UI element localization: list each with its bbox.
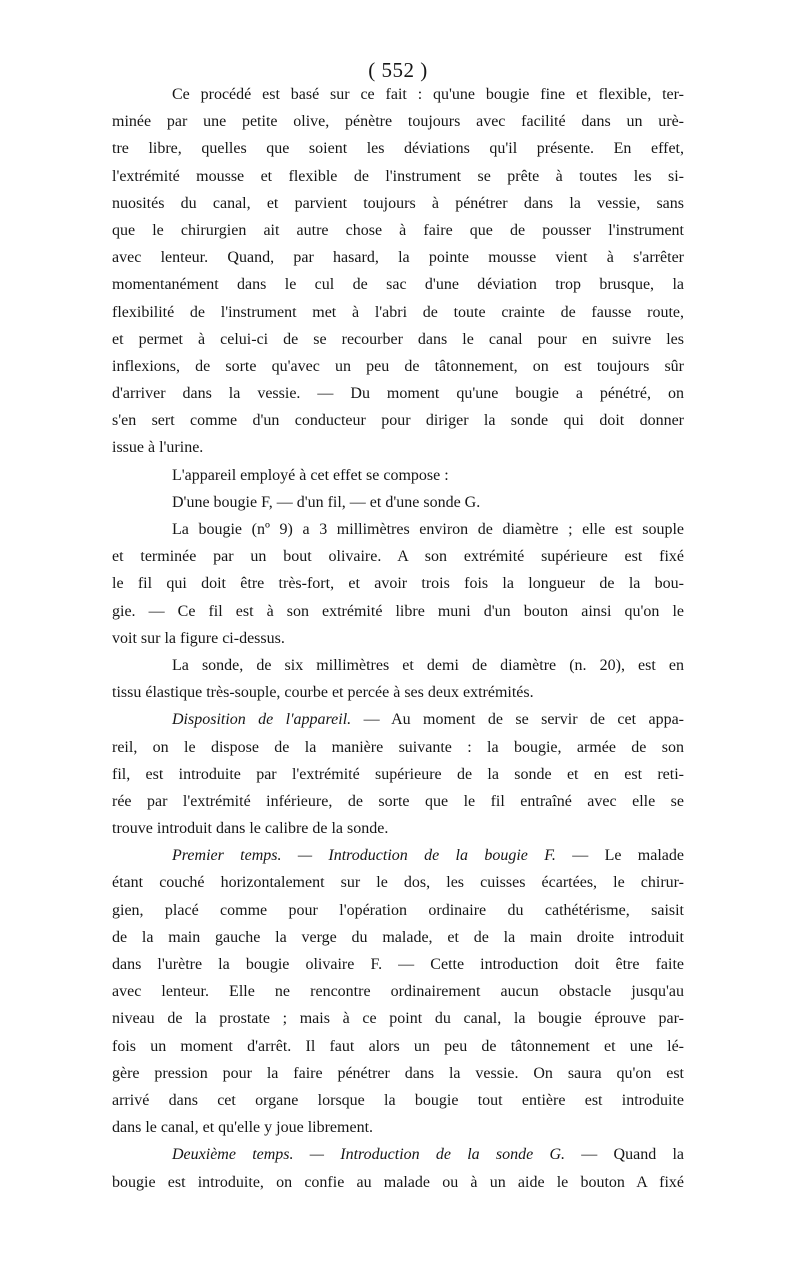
text-line: issue à l'urine. — [112, 439, 204, 457]
text-line: D'une bougie F, — d'un fil, — et d'une sonde G. — [172, 493, 481, 511]
text-line: avec lenteur. Elle ne rencontre ordinairement aucun obstacle jusqu'au — [112, 983, 684, 1001]
text-line: La sonde, de six millimètres et demi de diamètre (n. 20), est en — [172, 656, 684, 674]
text-line: L'appareil employé à cet effet se compose : — [172, 466, 449, 484]
text-line: dans l'urètre la bougie olivaire F. — Cette introduction doit être faite — [112, 956, 684, 973]
text-line: s'en sert comme d'un conducteur pour diriger la sonde qui doit donner — [112, 412, 684, 430]
text-line: trouve introduit dans le calibre de la sonde. — [112, 820, 389, 838]
text-line: momentanément dans le cul de sac d'une déviation trop brusque, la — [112, 276, 684, 294]
document-page — [112, 58, 684, 1201]
text-line: dans le canal, et qu'elle y joue librement. — [112, 1119, 374, 1137]
text-line: étant couché horizontalement sur le dos, les cuisses écartées, le chirur- — [112, 874, 684, 892]
text-line: reil, on le dispose de la manière suivante : la bougie, armée de son — [112, 738, 684, 756]
text-line: que le chirurgien ait autre chose à faire que de pousser l'instrument — [112, 221, 684, 239]
text-line: fil, est introduite par l'extrémité supérieure de la sonde et en est reti- — [112, 765, 684, 783]
text-line: d'arriver dans la vessie. — Du moment qu'une bougie a pénétré, on — [112, 385, 684, 403]
section-heading-line: Premier temps. — Introduction de la bougie F. — Le malade — [172, 847, 684, 865]
text-line: de la main gauche la verge du malade, et de la main droite introduit — [112, 928, 684, 946]
page-number: ( 552 ) — [368, 58, 428, 82]
text-line: La bougie (nº 9) a 3 millimètres environ de diamètre ; elle est souple — [172, 521, 684, 538]
text-line: le fil qui doit être très-fort, et avoir trois fois la longueur de la bou- — [112, 575, 684, 593]
text-line: tissu élastique très-souple, courbe et percée à ses deux extrémités. — [112, 684, 534, 702]
text-line: rée par l'extrémité inférieure, de sorte que le fil entraîné avec elle se — [112, 792, 684, 810]
text-line: tre libre, quelles que soient les déviations qu'il présente. En effet, — [112, 140, 684, 158]
section-heading-line: Disposition de l'appareil. — Au moment de se servir de cet appa- — [172, 711, 684, 729]
text-line: gère pression pour la faire pénétrer dans la vessie. On saura qu'on est — [112, 1064, 684, 1082]
text-line: l'extrémité mousse et flexible de l'instrument se prête à toutes les si- — [112, 167, 684, 185]
text-line: Ce procédé est basé sur ce fait : qu'une bougie fine et flexible, ter- — [172, 86, 684, 103]
text-line: nuosités du canal, et parvient toujours à pénétrer dans la vessie, sans — [112, 194, 684, 212]
text-line: flexibilité de l'instrument met à l'abri de toute crainte de fausse route, — [112, 303, 684, 321]
body-text — [112, 86, 684, 1201]
text-line: gie. — Ce fil est à son extrémité libre muni d'un bouton ainsi qu'on le — [112, 602, 684, 620]
text-line: arrivé dans cet organe lorsque la bougie tout entière est introduite — [112, 1091, 684, 1109]
section-heading-line: Deuxième temps. — Introduction de la sonde G. — Quand la — [172, 1146, 684, 1164]
text-line: et terminée par un bout olivaire. A son extrémité supérieure est fixé — [112, 548, 684, 566]
text-line: gien, placé comme pour l'opération ordinaire du cathétérisme, saisit — [112, 901, 684, 919]
text-line: avec lenteur. Quand, par hasard, la pointe mousse vient à s'arrêter — [112, 249, 684, 267]
text-line: bougie est introduite, on confie au malade ou à un aide le bouton A fixé — [112, 1173, 684, 1191]
text-line: voit sur la figure ci-dessus. — [112, 629, 285, 647]
text-line: niveau de la prostate ; mais à ce point du canal, la bougie éprouve par- — [112, 1010, 684, 1028]
text-line: et permet à celui-ci de se recourber dans le canal pour en suivre les — [112, 330, 684, 348]
text-line: inflexions, de sorte qu'avec un peu de tâtonnement, on est toujours sûr — [112, 357, 684, 375]
text-line: fois un moment d'arrêt. Il faut alors un peu de tâtonnement et une lé- — [112, 1037, 684, 1055]
text-line: minée par une petite olive, pénètre toujours avec facilité dans un urè- — [112, 113, 684, 131]
